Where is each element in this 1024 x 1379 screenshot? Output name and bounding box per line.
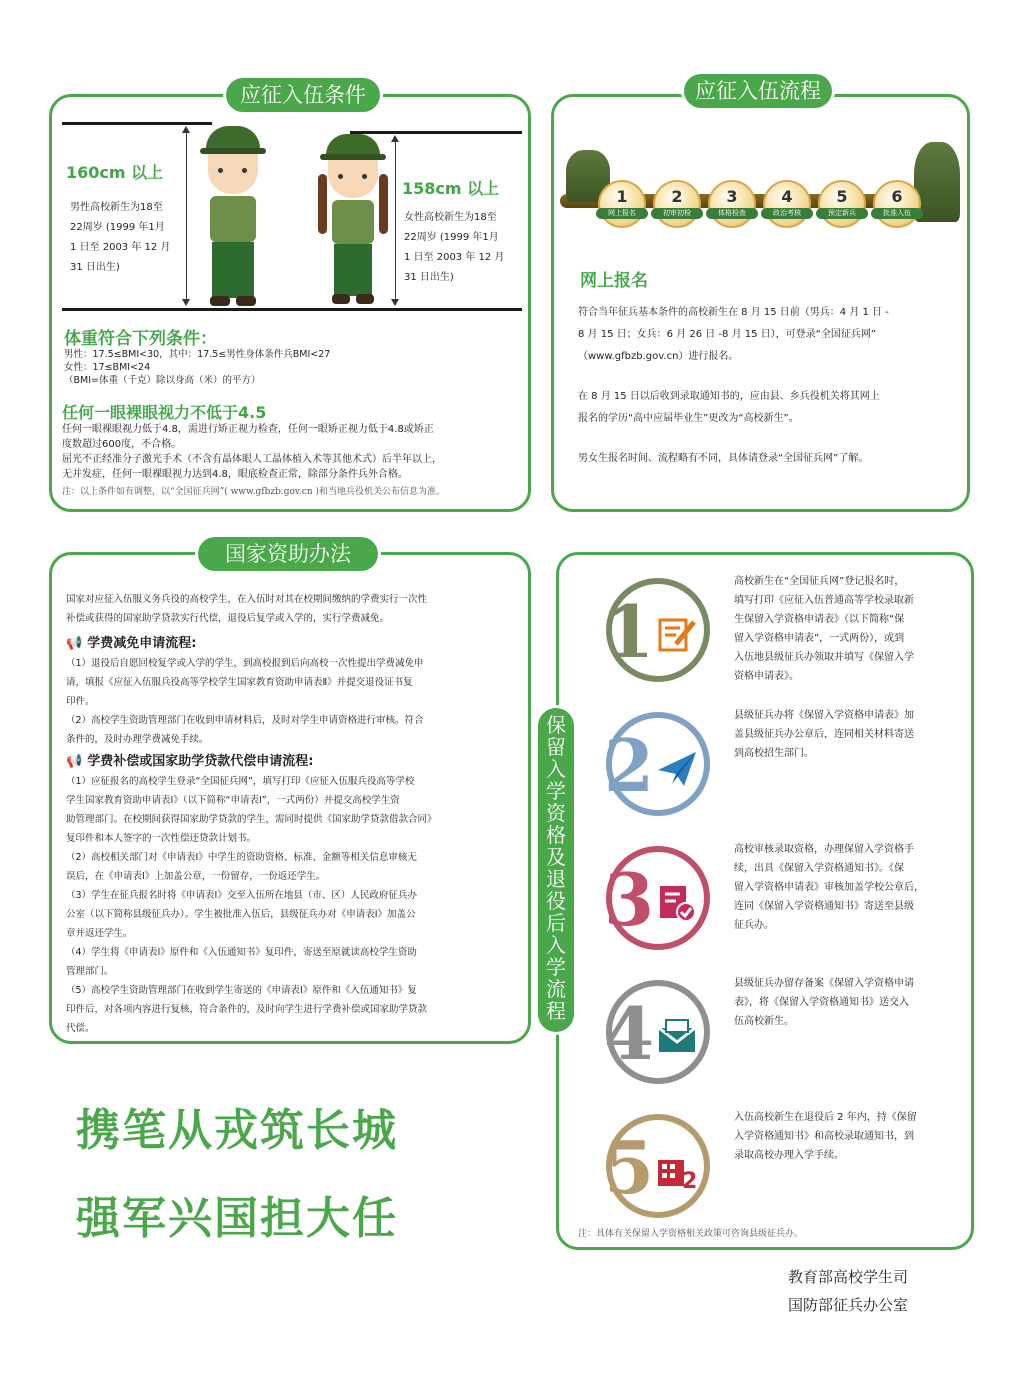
retain-step-line: 征兵办。 xyxy=(734,920,774,931)
female-age-text xyxy=(404,208,519,288)
aid-sub2-line: 误后，在《申请表Ⅰ》上加盖公章，一份留存，一份返还学生。 xyxy=(66,871,326,882)
aid-sub2-line: （5）高校学生资助管理部门在收到学生寄送的《申请表Ⅰ》原件和《入伍通知书》复 xyxy=(66,985,417,996)
footer-org-1: 教育部高校学生司 xyxy=(788,1268,909,1286)
height-line-bottom xyxy=(62,308,522,311)
aid-sub1-line: （1）退役后自愿回校复学或入学的学生，到高校报到后向高校一次性提出学费减免申 xyxy=(66,658,424,669)
retain-step-line: 入伍地县级征兵办领取并填写《保留入学 xyxy=(734,652,914,663)
male-height-label: 160cm 以上 xyxy=(66,163,164,182)
envelope-icon xyxy=(656,1016,698,1058)
retain-step-line: 县级征兵办留存备案《保留入学资格申请 xyxy=(734,978,914,989)
vision-line: 无并发症，任何一眼裸眼视力达到4.8，眼底检查正常，除部分条件兵外合格。 xyxy=(62,469,408,480)
process-step-number: 1 xyxy=(616,187,628,206)
female-age-line: 31 日出生) xyxy=(404,272,454,283)
retain-step-number: 3 xyxy=(604,857,655,942)
retain-step-2-text xyxy=(734,706,954,763)
aid-sub1-line: 印件。 xyxy=(66,696,95,707)
approved-document-icon xyxy=(656,882,698,924)
aid-sub2-line: 印件后，对各项内容进行复核，符合条件的，及时向学生进行学费补偿或国家助学贷款 xyxy=(66,1004,428,1015)
retain-step-line: 表》，将《保留入学资格通知书》送交入 xyxy=(734,997,909,1008)
aid-sub2-line: （3）学生在征兵报名时将《申请表Ⅰ》交至入伍所在地县（市、区）人民政府征兵办 xyxy=(66,890,417,901)
retain-step-line: 县级征兵办将《保留入学资格申请表》加 xyxy=(734,710,914,721)
retain-step-line: 高校审核录取资格，办理保留入学资格手 xyxy=(734,844,914,855)
aid-sub2-text xyxy=(66,772,526,1038)
retain-step-line: 到高校招生部门。 xyxy=(734,748,814,759)
aid-sub2-line: （1）应征报名的高校学生登录“全国征兵网”，填写打印《应征入伍服兵役高等学校 xyxy=(66,776,415,787)
aid-sub2 xyxy=(66,750,313,769)
vision-line: 屈光不正经准分子激光手术（不含有晶体眼人工晶体植入术等其他术式）后半年以上， xyxy=(62,454,442,465)
edit-form-icon xyxy=(656,614,698,656)
retain-step-4-text xyxy=(734,974,954,1031)
female-age-line: 女性高校新生为18至 xyxy=(404,212,497,223)
retain-step-5-text xyxy=(734,1108,954,1165)
process-paragraph xyxy=(578,448,958,470)
vision-line: 任何一眼裸眼视力低于4.8，需进行矫正视力检查，任何一眼矫正视力低于4.8或矫正 xyxy=(62,424,434,435)
vision-text xyxy=(62,422,524,482)
male-age-line: 31 日出生) xyxy=(70,262,120,273)
male-age-line: 22周岁 (1999 年1月 xyxy=(70,222,165,233)
male-age-text xyxy=(70,198,180,278)
process-step-4 xyxy=(763,180,811,228)
process-step-2 xyxy=(653,180,701,228)
weight-title: 体重符合下列条件： xyxy=(64,329,217,349)
process-step-label: 预定新兵 xyxy=(816,208,868,219)
weight-line: 男性：17.5≤BMI<30，其中：17.5≤男性身体条件兵BMI<27 xyxy=(64,349,331,360)
process-line: 8 月 15 日；女兵：6 月 26 日 -8 月 15 日），可登录“全国征兵网” xyxy=(578,329,877,340)
retain-step-line: 生保留入学资格申请表》（以下简称“保 xyxy=(734,614,905,625)
female-age-line: 22周岁 (1999 年1月 xyxy=(404,232,499,243)
retain-step-line: 入伍高校新生在退役后 2 年内，持《保留 xyxy=(734,1112,917,1123)
aid-sub2-line: 学生国家教育资助申请表Ⅰ》（以下简称“申请表Ⅰ”，一式两份）并提交高校学生资 xyxy=(66,795,400,806)
vision-line: 度数超过600度，不合格。 xyxy=(62,439,182,450)
female-age-line: 1 日至 2003 年 12 月 xyxy=(404,252,505,263)
retain-step-line: 录取高校办理入学手续。 xyxy=(734,1150,844,1161)
retain-step-3-text xyxy=(734,840,954,935)
process-step-5 xyxy=(818,180,866,228)
online-registration-title: 网上报名 xyxy=(580,271,648,291)
aid-sub2-line: 代偿。 xyxy=(66,1023,95,1034)
retain-step-line: 盖县级征兵办公章后，连同相关材料寄送 xyxy=(734,729,914,740)
process-step-number: 2 xyxy=(671,187,683,206)
weight-line: 女性：17≤BMI<24 xyxy=(64,362,151,373)
slogan-line-2: 强军兴国担大任 xyxy=(76,1193,398,1244)
conditions-title: 应征入伍条件 xyxy=(226,78,380,112)
aid-sub2-line: 复印件和本人签字的一次性偿还贷款计划书。 xyxy=(66,833,257,844)
retain-step-3-badge xyxy=(606,846,710,950)
process-step-6 xyxy=(873,180,921,228)
aid-sub2-line: 管理部门。 xyxy=(66,966,114,977)
retain-step-number: 5 xyxy=(604,1125,655,1210)
vision-title: 任何一眼裸眼视力不低于4.5 xyxy=(62,403,267,422)
conditions-note: 注：以上条件如有调整，以“全国征兵网”( www.gfbzb.gov.cn )和当地兵役机关公布信息为准。 xyxy=(62,487,445,497)
retain-step-line: 连同《保留入学资格通知书》寄送至县级 xyxy=(734,901,914,912)
retain-vertical-title: 保留入学资格及退役后入学流程 xyxy=(538,708,574,1032)
aid-sub2-line: 章并返还学生。 xyxy=(66,928,133,939)
process-step-label: 初审初检 xyxy=(651,208,703,219)
aid-sub2-line: 公室（以下简称县级征兵办）。学生被批准入伍后，县级征兵办对《申请表Ⅰ》加盖公 xyxy=(66,909,416,920)
school-building-icon xyxy=(656,1150,698,1192)
retain-note: 注：具体有关保留入学资格相关政策可咨询县级征兵办。 xyxy=(578,1229,804,1239)
process-step-label: 批准入伍 xyxy=(871,208,923,219)
aid-sub1 xyxy=(66,632,196,651)
aid-title: 国家资助办法 xyxy=(198,537,378,571)
aid-sub1-line: （2）高校学生资助管理部门在收到申请材料后，及时对学生申请资格进行审核。符合 xyxy=(66,715,424,726)
retain-step-number: 1 xyxy=(604,589,655,674)
weight-text xyxy=(64,348,524,387)
retain-step-5-badge xyxy=(606,1114,710,1218)
retain-step-1-text xyxy=(734,572,954,686)
process-line: 符合当年征兵基本条件的高校新生在 8 月 15 日前（男兵：4 月 1 日 - xyxy=(578,307,889,318)
process-step-3 xyxy=(708,180,756,228)
weight-line: （BMI=体重（千克）除以身高（米）的平方） xyxy=(64,375,261,386)
aid-intro-line: 国家对应征入伍服义务兵役的高校学生，在入伍时对其在校期间缴纳的学费实行一次性 xyxy=(66,594,428,605)
retain-step-line: 续，出具《保留入学资格通知书》。《保 xyxy=(734,863,904,874)
aid-sub2-line: 助管理部门。在校期间获得国家助学贷款的学生，需同时提供《国家助学贷款借款合同》 xyxy=(66,814,437,825)
aid-sub2-title: 学费补偿或国家助学贷款代偿申请流程: xyxy=(87,754,314,769)
process-line: （www.gfbzb.gov.cn）进行报名。 xyxy=(578,351,739,362)
male-height-arrow xyxy=(186,130,187,302)
retain-step-4-badge xyxy=(606,980,710,1084)
process-step-label: 政治考核 xyxy=(761,208,813,219)
retain-step-line: 留入学资格申请表》审核加盖学校公章后， xyxy=(734,882,924,893)
megaphone-icon: 📢 xyxy=(66,754,83,769)
retain-step-line: 资格申请表》。 xyxy=(734,671,799,682)
male-age-line: 1 日至 2003 年 12 月 xyxy=(70,242,171,253)
retain-step-line: 填写打印《应征入伍普通高等学校录取新 xyxy=(734,595,914,606)
megaphone-icon: 📢 xyxy=(66,636,83,651)
retain-step-1-badge xyxy=(606,578,710,682)
retain-step-line: 伍高校新生。 xyxy=(734,1016,794,1027)
process-paragraph xyxy=(578,386,958,430)
aid-sub1-text xyxy=(66,654,526,749)
retain-step-line: 高校新生在“全国征兵网”登记报名时， xyxy=(734,576,905,587)
retain-step-number: 4 xyxy=(604,991,655,1076)
aid-intro xyxy=(66,590,522,628)
process-title: 应征入伍流程 xyxy=(684,74,832,108)
svg-text:2: 2 xyxy=(682,1169,698,1192)
process-step-label: 网上报名 xyxy=(596,208,648,219)
aid-sub1-line: 请，填报《应征入伍服兵役高等学校学生国家教育资助申请表Ⅱ》并提交退役证书复 xyxy=(66,677,413,688)
process-text xyxy=(578,302,958,488)
process-line: 男女生报名时间、流程略有不同，具体请登录“全国征兵网”了解。 xyxy=(578,453,869,464)
paper-plane-icon xyxy=(656,748,698,790)
aid-sub1-line: 条件的，及时办理学费减免手续。 xyxy=(66,734,209,745)
process-step-number: 5 xyxy=(836,187,848,206)
female-height-label: 158cm 以上 xyxy=(402,179,500,198)
retain-step-number: 2 xyxy=(604,723,655,808)
footer-org-2: 国防部征兵办公室 xyxy=(788,1296,909,1314)
retain-step-line: 留入学资格申请表”，一式两份），或到 xyxy=(734,633,905,644)
retain-step-2-badge xyxy=(606,712,710,816)
female-height-arrow xyxy=(395,139,396,302)
female-soldier-illustration xyxy=(318,134,388,306)
process-step-number: 4 xyxy=(781,187,793,206)
process-line: 在 8 月 15 日以后收到录取通知书的，应由县、乡兵役机关将其网上 xyxy=(578,391,880,402)
process-step-number: 6 xyxy=(891,187,903,206)
male-soldier-illustration xyxy=(198,126,268,306)
male-age-line: 男性高校新生为18至 xyxy=(70,202,163,213)
aid-sub2-line: （2）高校相关部门对《申请表Ⅰ》中学生的资助资格、标准、金额等相关信息审核无 xyxy=(66,852,417,863)
process-step-number: 3 xyxy=(726,187,738,206)
process-paragraph xyxy=(578,302,958,368)
process-step-1 xyxy=(598,180,646,228)
height-line-top-male xyxy=(62,122,212,125)
aid-sub1-title: 学费减免申请流程: xyxy=(87,636,197,651)
process-step-label: 体格检查 xyxy=(706,208,758,219)
aid-sub2-line: （4）学生将《申请表Ⅰ》原件和《入伍通知书》复印件，寄送至原就读高校学生资助 xyxy=(66,947,417,958)
slogan-line-1: 携笔从戎筑长城 xyxy=(76,1105,398,1156)
process-line: 报名的学历“高中应届毕业生”更改为“高校新生”。 xyxy=(578,413,799,424)
aid-intro-line: 补偿或获得的国家助学贷款实行代偿，退役后复学或入学的，实行学费减免。 xyxy=(66,613,390,624)
retain-step-line: 入学资格通知书》和高校录取通知书，到 xyxy=(734,1131,914,1142)
